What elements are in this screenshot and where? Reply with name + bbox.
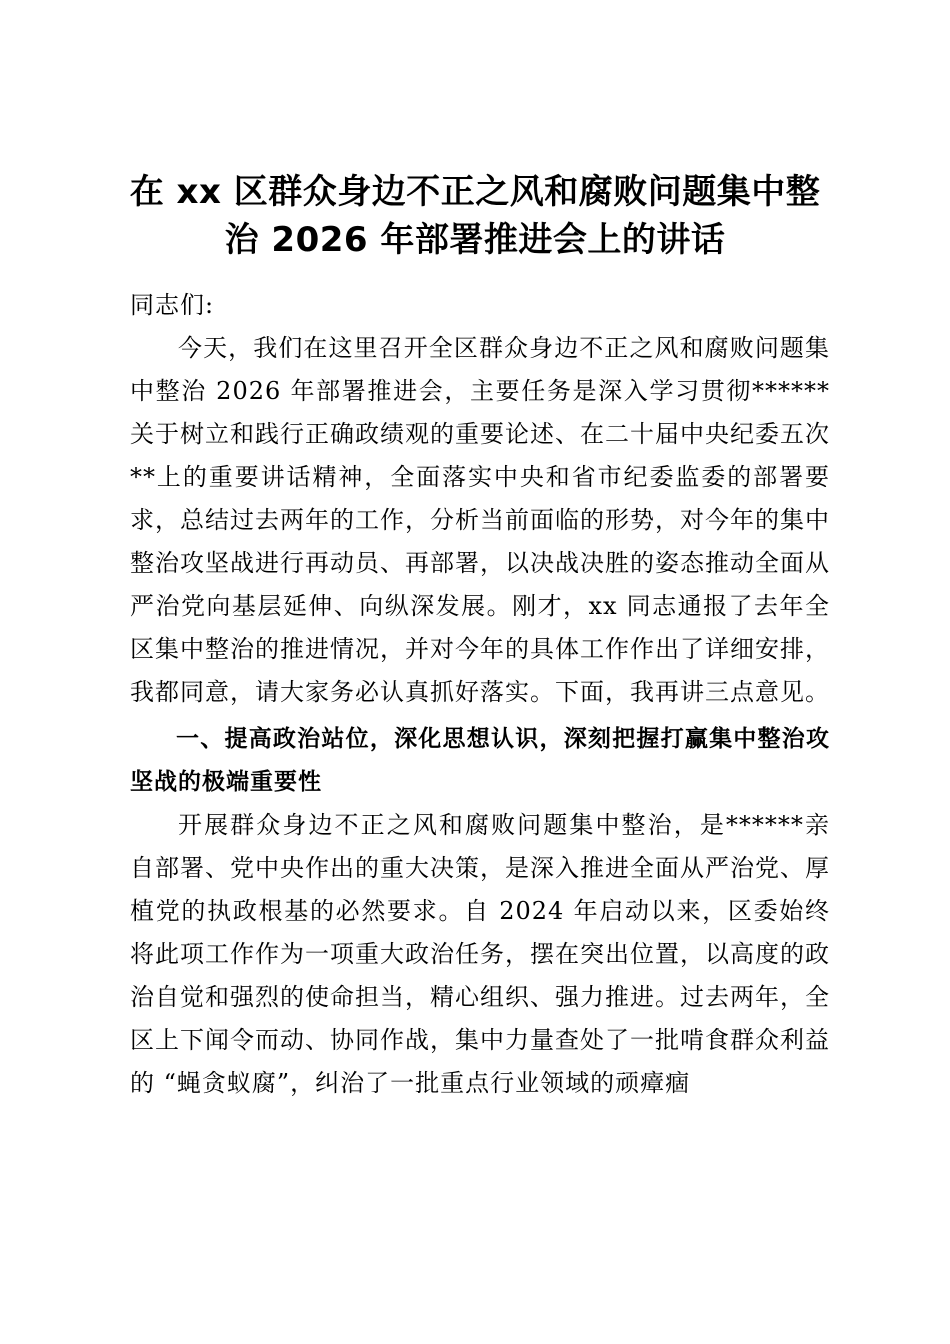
title-line-2: 治 2026 年部署推进会上的讲话 [224, 220, 726, 260]
document-body [130, 284, 830, 1105]
section-heading-1: 一、提高政治站位，深化思想认识，深刻把握打赢集中整治攻坚战的极端重要性 [130, 726, 830, 795]
paragraph-2: 开展群众身边不正之风和腐败问题集中整治，是******亲自部署、党中央作出的重大决策，是深入推进全面从严治党、厚植党的执政根基的必然要求。自 2024 年启动以来，区委始终将此项工作作为一项重大政治任务，摆在突出位置，以高度的政治自觉和强烈的使命担当，精心组织、强力推进。过去两年，全区上下闻令而动、协同作战，集中力量查处了一批啃食群众利益的 “蝇贪蚁腐”，纠治了一批重点行业领域的顽瘴痼 [130, 811, 830, 1097]
salutation: 同志们: [130, 291, 215, 319]
title-line-1: 在 xx 区群众身边不正之风和腐败问题集中整 [129, 172, 821, 212]
document-title [100, 168, 850, 264]
paragraph-1: 今天，我们在这里召开全区群众身边不正之风和腐败问题集中整治 2026 年部署推进会，主要任务是深入学习贯彻******关于树立和践行正确政绩观的重要论述、在二十届中央纪委五次**上的重要讲话精神，全面落实中央和省市纪委监委的部署要求，总结过去两年的工作，分析当前面临的形势，对今年的集中整治攻坚战进行再动员、再部署，以决战决胜的姿态推动全面从严治党向基层延伸、向纵深发展。刚才，xx 同志通报了去年全区集中整治的推进情况，并对今年的具体工作作出了详细安排，我都同意，请大家务必认真抓好落实。下面，我再讲三点意见。 [130, 334, 830, 706]
